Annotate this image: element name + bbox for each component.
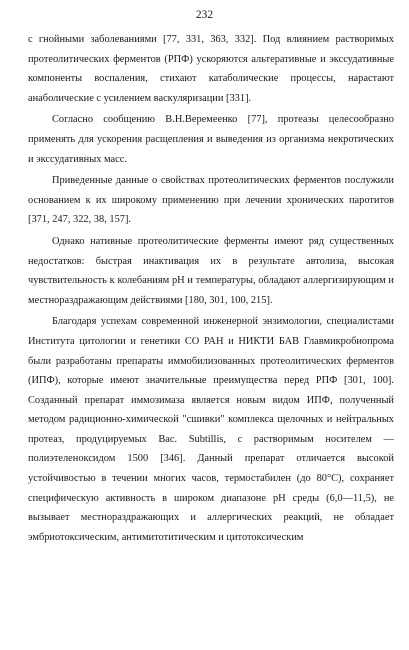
paragraph-4: Однако нативные протеолитические ферменты имеют ряд существенных недостатков: быстрая инактивация их в результате автолиза, высокая чувствительность к колебаниям pH и температуры, обладают аллергизирующим и местнораздражающим действиями [180, 301, 100, 215]. (28, 235, 394, 306)
paragraph-2: Согласно сообщению В.Н.Веремеенко [77], протеазы целесообразно применять для ускорения расщепления и выведения из организма некротических и экссудативных масс. (28, 114, 394, 165)
paragraph-1: с гнойными заболеваниями [77, 331, 363, 332]. Под влиянием растворимых протеолитических ферментов (РПФ) ускоряются альтеративные и экссудативные компоненты воспаления, стихают катаболические процессы, нарастают анаболические с усилением васкуляризации [331]. (28, 34, 394, 104)
body-text (28, 30, 394, 549)
paragraph-5: Благодаря успехам современной инженерной энзимологии, специалистами Института цитологии и генетики СО РАН и НИКТИ БАВ Главмикробиопрома были разработаны препараты иммобилизованных протеолитических ферментов (ИПФ), которые имеют значительные преимущества перед РПФ [301, 100]. Созданный препарат иммозимаза является новым видом ИПФ, полученный методом радиционно-химической "сшивки" комплекса щелочных и нейтральных протеаз, продуцируемых Bac. Subtillis, с растворимым носителем — полиэтеленоксидом 1500 [346]. Данный препарат отличается высокой устойчивостью в течении многих часов, термостабилен (до 80°С), сохраняет специфическую активность в широком диапазоне pH среды (6,0—11,5), не вызывает местнораздражающих и аллергических реакций, не обладает эмбриотоксическим, антимитотитическим и цитотоксическим (28, 316, 394, 543)
page-number: 232 (195, 9, 214, 21)
paragraph-3: Приведенные данные о свойствах протеолитических ферментов послужили основанием к их широкому применению при лечении хронических паротитов [371, 247, 322, 38, 157]. (28, 175, 394, 226)
